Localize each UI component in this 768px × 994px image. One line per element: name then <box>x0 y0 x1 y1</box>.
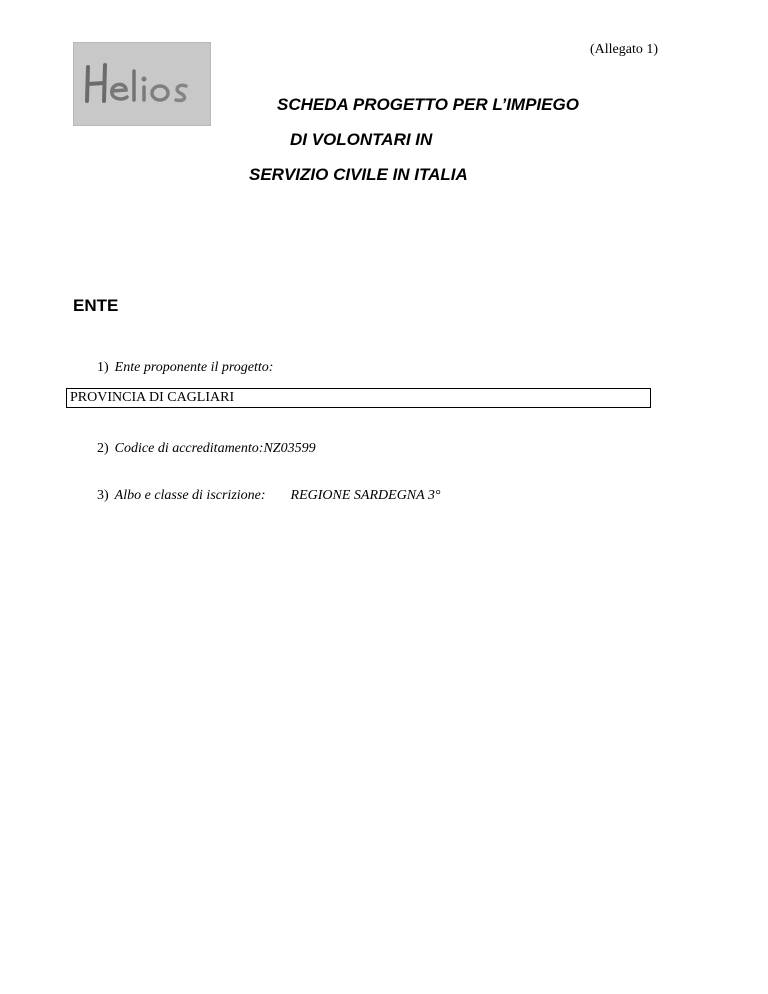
item-albo-classe <box>97 488 441 504</box>
item-number: 1) <box>97 360 109 375</box>
item-label: Ente proponente il progetto: <box>114 360 274 375</box>
item-number: 3) <box>97 488 109 503</box>
document-title-line-1: SCHEDA PROGETTO PER L’IMPIEGO <box>277 95 579 114</box>
item-label: Codice di accreditamento: <box>114 441 264 456</box>
item-number: 2) <box>97 441 109 456</box>
item-value: NZ03599 <box>263 441 316 456</box>
section-heading-ente: ENTE <box>73 296 119 315</box>
document-title-line-2: DI VOLONTARI IN <box>290 130 433 149</box>
item-value: REGIONE SARDEGNA 3° <box>290 488 441 503</box>
document-title-line-3: SERVIZIO CIVILE IN ITALIA <box>249 165 468 184</box>
attachment-label: (Allegato 1) <box>589 42 658 57</box>
helios-logo <box>73 42 211 126</box>
item-codice-accreditamento <box>97 441 316 457</box>
helios-logo-graphic <box>74 43 210 125</box>
item-label: Albo e classe di iscrizione: <box>114 488 266 503</box>
ente-proponente-value-box: PROVINCIA DI CAGLIARI <box>66 388 651 408</box>
item-ente-proponente <box>97 360 273 376</box>
